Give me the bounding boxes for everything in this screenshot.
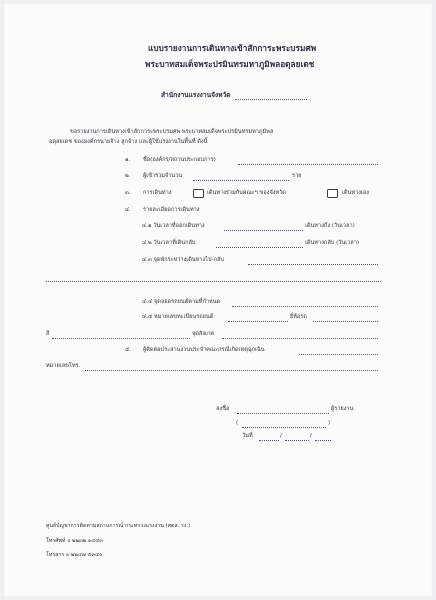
self-travel-checkbox[interactable] [327,189,338,198]
item45-color-label: สี [46,331,50,337]
sign-suffix: ผู้รายงาน [331,406,354,412]
footer-fax: โทรสาร ๐ ๒๒๔๗ ๕๓๔๐ [46,552,103,558]
form-title-line2: พระบาทสมเด็จพระปรมินทรมหาภูมิพลอดุลยเดช [145,59,315,69]
emergency-phone-field[interactable] [85,370,378,371]
office-label: สำนักงานแรงงานจังหวัด [161,91,231,99]
item42-back-label: เดินทางกลับ (วันเวลา) [305,240,360,246]
car-landmark-field[interactable] [222,338,378,339]
report-form-page [3,3,433,597]
item2-label: ผู้เข้าร่วมจำนวน [143,173,183,179]
car-brand-field[interactable] [313,321,378,322]
intro-line2: อดุลยเดช ขององค์กรนายจ้าง ลูกจ้าง และผู้ใช้แรงงานในพื้นที่ ดังนี้ [49,139,208,145]
intro-line1: ขอรายงานการเดินทางเข้าสักการะพระบรมศพ พระบาทสมเด็จพระปรมินทรมหาภูมิพล [70,129,274,135]
item43-label: ๔.๓ จุดพักระหว่างเดินทางไป-กลับ [142,257,224,263]
item5-number: ๕. [125,347,132,353]
participant-count-field[interactable] [193,180,289,181]
item41-arrive-label: เดินทางถึง (วันเวลา) [305,223,355,229]
parking-point-field[interactable] [232,306,378,307]
item45-landmark-label: จุดสังเกต [192,331,214,337]
reporter-name-field[interactable] [242,427,326,428]
item45-brand-label: ยี่ห้อรถ [290,314,307,320]
date-year-field[interactable] [315,440,331,441]
date-month-field[interactable] [285,440,309,441]
item1-label: ชื่อ(องค์กร/สถานประกอบการ) [143,157,216,163]
organization-name-field[interactable] [238,164,378,165]
departure-datetime-field[interactable] [224,230,303,231]
date-sep2: / [310,433,312,439]
item2-number: ๒. [125,173,131,179]
date-label: วันที่ [242,433,253,439]
date-day-field[interactable] [259,440,279,441]
plate-number-field[interactable] [228,321,288,322]
item1-number: ๑. [125,157,131,163]
footer-phone: โทรศัพท์ ๐ ๒๒๓๒ ๑๔๔๓ [46,538,103,544]
joint-travel-label: เดินทางร่วมกับคณะฯ ของจังหวัด [207,190,286,196]
item3-number: ๓. [125,190,131,196]
item5-label: ผู้ติดต่อประสานงานประจำคณะกรณีเกิดเหตุฉุกเฉิน [143,347,265,353]
emergency-contact-field[interactable] [299,354,378,355]
item3-label: การเดินทาง [143,190,172,196]
footer-center-name: ศูนย์บัญชาการติดตามสถานการณ์ กระทรวงแรงงาน (ศตส. รง.) [46,523,191,529]
item44-label: ๔.๔ จุดจอดรถยนต์ตามที่กำหนด [142,299,221,305]
rest-stop-field[interactable] [248,264,378,265]
item45-label: ๔.๕ หมายเลขทะเบียนรถยนต์ [142,314,214,320]
item4-number: ๔. [125,207,132,213]
sign-prefix: ลงชื่อ [216,406,230,412]
item2-unit: ราย [292,173,302,179]
car-color-field[interactable] [52,338,190,339]
office-province-field[interactable] [235,99,307,100]
name-close-paren: ) [328,420,331,426]
date-sep1: / [280,433,282,439]
return-datetime-field[interactable] [216,247,303,248]
item42-label: ๔.๒ วันเวลาที่เดินกลับ [142,240,196,246]
rest-stop-field-line2[interactable] [46,281,381,282]
name-open-paren: ( [236,420,239,426]
joint-travel-checkbox[interactable] [193,189,204,198]
self-travel-label: เดินทางเอง [342,190,369,196]
signature-field[interactable] [237,413,329,414]
item5-phone-label: หมายเลขโทร. [46,363,81,369]
item4-label: รายละเอียดการเดินทาง [143,207,200,213]
form-title-line1: แบบรายงานการเดินทางเข้าสักการะพระบรมศพ [148,43,317,53]
item41-label: ๔.๑ วันเวลาที่ออกเดินทาง [142,223,205,229]
